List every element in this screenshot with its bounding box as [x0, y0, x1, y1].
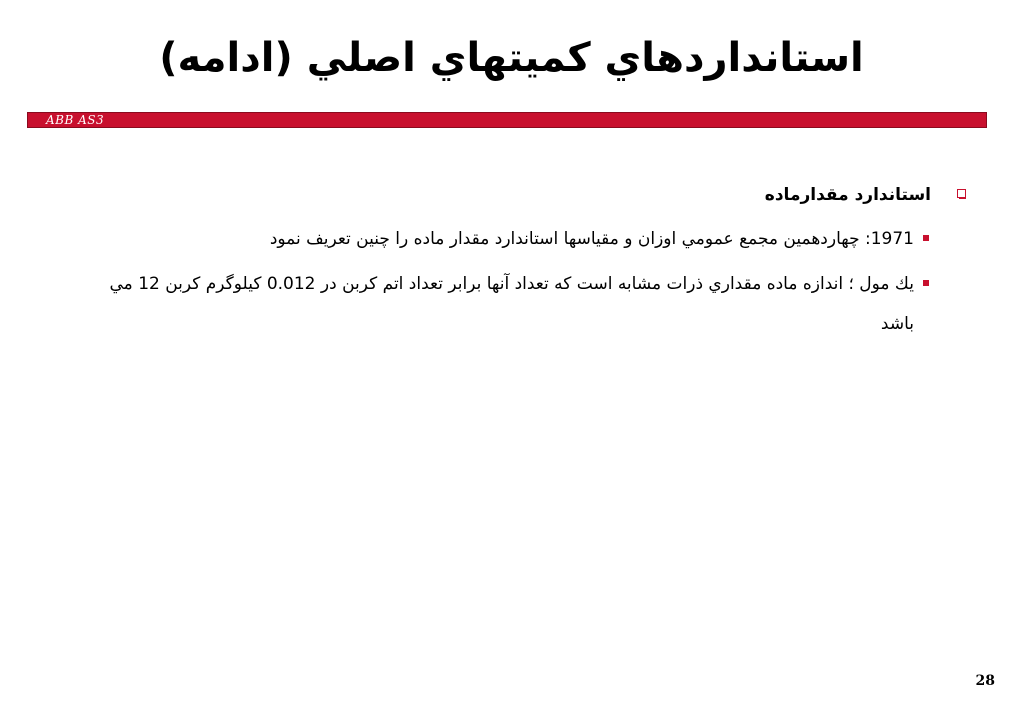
- logo-text: ABB AS3: [46, 113, 105, 127]
- title-divider-bar: [27, 112, 987, 128]
- bullet-heading: [93, 176, 973, 214]
- bullet-item-text: يك مول ؛ اندازه ماده مقداري ذرات مشابه است كه تعداد آنها برابر تعداد اتم كربن در 0.012 كيلوگرم كربن 12 مي باشد: [109, 274, 914, 334]
- page-number: 28: [975, 673, 995, 689]
- slide-title: استانداردهاي كميتهاي اصلي (ادامه): [159, 35, 864, 81]
- hollow-square-bullet-icon: [957, 189, 966, 198]
- bullet-item: [93, 264, 973, 344]
- bullet-item: [93, 219, 973, 259]
- filled-square-bullet-icon: [923, 280, 929, 286]
- bullet-item-text: 1971: چهاردهمين مجمع عمومي اوزان و مقياسها استاندارد مقدار ماده را چنين تعريف نمود: [269, 229, 914, 249]
- heading-text: استاندارد مقدارماده: [764, 185, 931, 205]
- filled-square-bullet-icon: [923, 235, 929, 241]
- slide-content: [93, 176, 973, 344]
